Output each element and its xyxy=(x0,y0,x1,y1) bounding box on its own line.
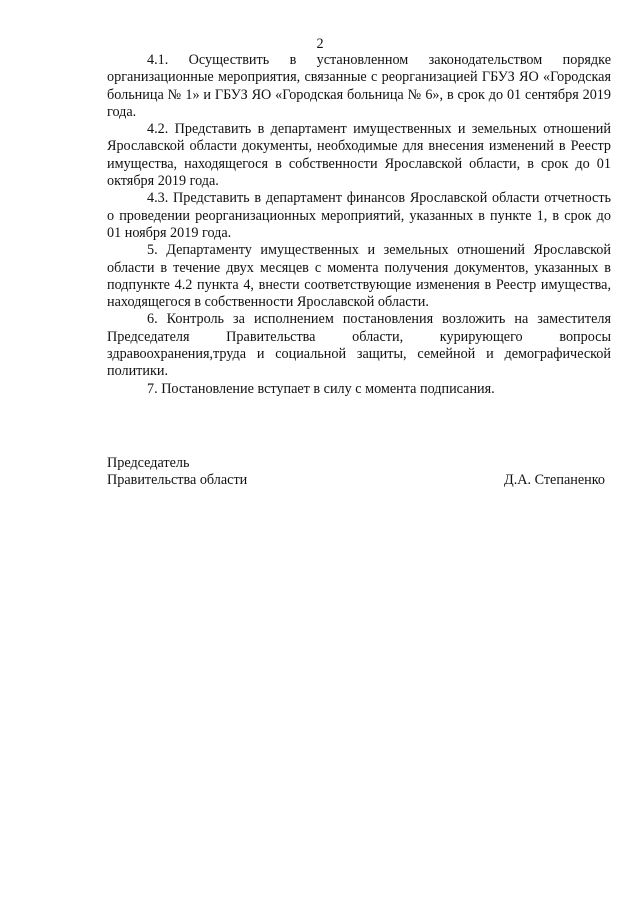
signature-line xyxy=(107,472,605,489)
paragraph-4-1: 4.1. Осуществить в установленном законодательством порядке организационные мероприятия, связанные с реорганизацией ГБУЗ ЯО «Городская больница № 1» и ГБУЗ ЯО «Городская больница № 6», в срок до 01 сентября 2019 года. xyxy=(107,52,611,120)
signatory-title-line2: Правительства области xyxy=(107,472,248,489)
resolution-body xyxy=(107,52,611,398)
paragraph-5: 5. Департаменту имущественных и земельных отношений Ярославской области в течение двух месяцев с момента получения документов, указанных в подпункте 4.2 пункта 4, внести соответствующие изменения в Реестр имущества, находящегося в собственности Ярославской области. xyxy=(107,242,611,311)
page-number: 2 xyxy=(316,36,324,52)
signatory-name: Д.А. Степаненко xyxy=(504,472,605,489)
paragraph-6: 6. Контроль за исполнением постановления возложить на заместителя Председателя Правительства области, курирующего вопросы здравоохранения,труда и социальной защиты, семейной и демографической политики. xyxy=(107,311,611,380)
paragraph-7: 7. Постановление вступает в силу с момента подписания. xyxy=(147,380,495,397)
signature-block xyxy=(107,455,605,490)
paragraph-4-3: 4.3. Представить в департамент финансов Ярославской области отчетность о проведении реорганизационных мероприятий, указанных в пункте 1, в срок до 01 ноября 2019 года. xyxy=(107,190,611,241)
signatory-title-line1: Председатель xyxy=(107,455,190,471)
paragraph-4-2: 4.2. Представить в департамент имущественных и земельных отношений Ярославской области документы, необходимые для внесения изменений в Реестр имущества, находящегося в собственности Ярославской области, в срок до 01 октября 2019 года. xyxy=(107,121,611,190)
